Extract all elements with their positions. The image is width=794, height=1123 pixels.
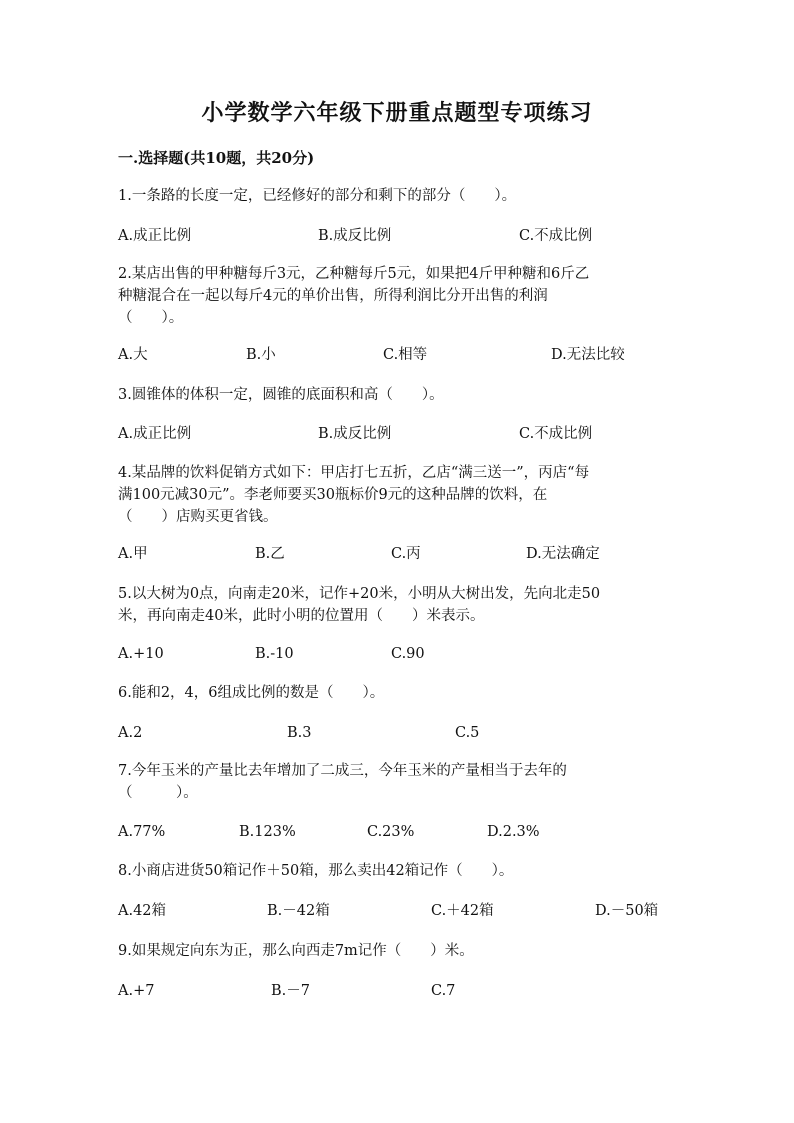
- question-6: [118, 682, 678, 704]
- options-2: [118, 344, 718, 366]
- option-c: C.23%: [367, 824, 415, 840]
- question-8: [118, 860, 678, 882]
- option-a: A.+10: [118, 646, 164, 662]
- question-text-line: 5.以大树为0点，向南走20米，记作+20米，小明从大树出发，先向北走50: [118, 586, 601, 602]
- option-d: D.2.3%: [487, 824, 540, 840]
- option-a: A.77%: [118, 824, 166, 840]
- options-1: [118, 225, 718, 247]
- option-c: C.90: [391, 646, 425, 662]
- option-a: A.成正比例: [118, 426, 192, 442]
- option-b: B.小: [246, 347, 276, 363]
- option-c: C.不成比例: [519, 228, 593, 244]
- option-d: D.－50箱: [595, 903, 659, 919]
- option-b: B.成反比例: [318, 426, 392, 442]
- page-title: 小学数学六年级下册重点题型专项练习: [201, 100, 593, 126]
- question-text-line: （ ）店购买更省钱。: [118, 509, 278, 525]
- question-text-line: 种糖混合在一起以每斤4元的单价出售，所得利润比分开出售的利润: [118, 288, 548, 304]
- option-c: C.＋42箱: [431, 903, 494, 919]
- option-a: A.大: [118, 347, 148, 363]
- question-1: [118, 185, 678, 207]
- question-4: [118, 462, 678, 528]
- option-b: B.－42箱: [267, 903, 330, 919]
- options-8: [118, 900, 718, 922]
- option-b: B.成反比例: [318, 228, 392, 244]
- options-7: [118, 821, 718, 843]
- question-7: [118, 760, 678, 804]
- option-b: B.3: [287, 725, 312, 741]
- options-6: [118, 722, 718, 744]
- question-text-line: 9.如果规定向东为正，那么向西走7m记作（ ）米。: [118, 943, 474, 959]
- option-b: B.乙: [255, 546, 285, 562]
- option-b: B.123%: [239, 824, 296, 840]
- option-a: A.成正比例: [118, 228, 192, 244]
- question-text-line: 8.小商店进货50箱记作＋50箱，那么卖出42箱记作（ ）。: [118, 863, 514, 879]
- question-text-line: 3.圆锥体的体积一定，圆锥的底面积和高（ ）。: [118, 387, 444, 403]
- option-d: D.无法比较: [551, 347, 625, 363]
- option-a: A.+7: [118, 983, 155, 999]
- question-text-line: 满100元减30元”。李老师要买30瓶标价9元的这种品牌的饮料，在: [118, 487, 548, 503]
- question-text-line: （ ）。: [118, 785, 198, 801]
- question-text-line: 米，再向南走40米，此时小明的位置用（ ）米表示。: [118, 608, 485, 624]
- question-5: [118, 583, 678, 627]
- question-3: [118, 384, 678, 406]
- options-3: [118, 423, 718, 445]
- section-heading: 一.选择题(共10题，共20分): [118, 149, 315, 167]
- options-4: [118, 543, 718, 565]
- option-c: C.相等: [383, 347, 428, 363]
- question-2: [118, 263, 678, 329]
- option-c: C.7: [431, 983, 456, 999]
- question-text-line: 1.一条路的长度一定，已经修好的部分和剩下的部分（ ）。: [118, 188, 517, 204]
- question-text-line: 7.今年玉米的产量比去年增加了二成三，今年玉米的产量相当于去年的: [118, 763, 567, 779]
- option-d: D.无法确定: [526, 546, 600, 562]
- options-9: [118, 980, 718, 1002]
- question-text-line: 2.某店出售的甲种糖每斤3元，乙种糖每斤5元，如果把4斤甲种糖和6斤乙: [118, 266, 590, 282]
- question-text-line: 4.某品牌的饮料促销方式如下：甲店打七五折，乙店“满三送一”，丙店“每: [118, 465, 590, 481]
- option-a: A.2: [118, 725, 143, 741]
- option-b: B.－7: [271, 983, 310, 999]
- option-c: C.5: [455, 725, 480, 741]
- option-a: A.甲: [118, 546, 148, 562]
- options-5: [118, 643, 718, 665]
- question-text-line: 6.能和2，4，6组成比例的数是（ ）。: [118, 685, 385, 701]
- question-9: [118, 940, 678, 962]
- option-a: A.42箱: [118, 903, 167, 919]
- option-c: C.丙: [391, 546, 421, 562]
- question-text-line: （ ）。: [118, 310, 184, 326]
- option-c: C.不成比例: [519, 426, 593, 442]
- option-b: B.-10: [255, 646, 294, 662]
